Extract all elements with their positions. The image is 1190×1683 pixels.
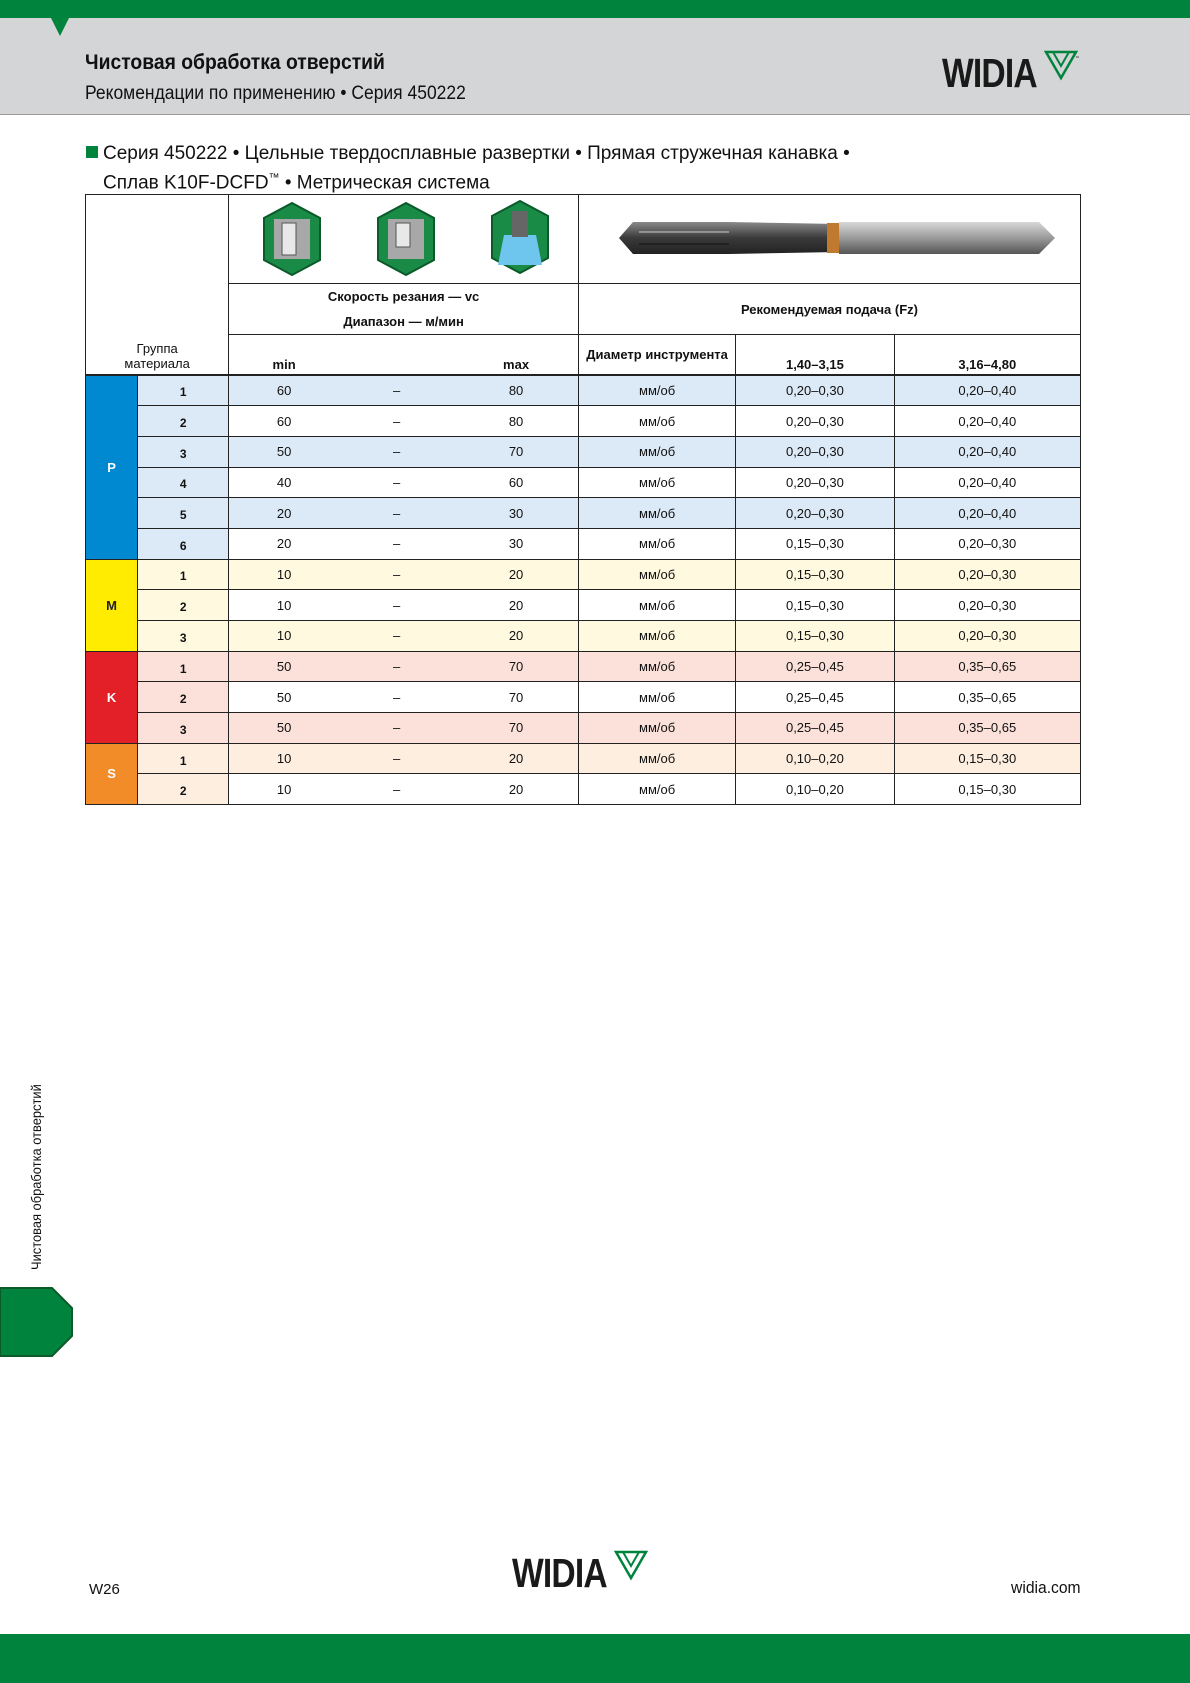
feed-range-2: 0,35–0,65 [894, 651, 1080, 682]
speed-header-1: Скорость резания — vc [327, 289, 480, 304]
feed-range-1: 0,15–0,30 [736, 559, 894, 590]
section-heading [86, 142, 850, 195]
feed-range-1: 0,20–0,30 [736, 467, 894, 498]
speed-max: 60 [454, 467, 578, 498]
speed-min: 50 [229, 713, 339, 744]
top-green-bar [0, 0, 1190, 18]
coolant-hole-icon [492, 201, 548, 273]
speed-dash: – [339, 375, 454, 406]
feed-range-1: 0,15–0,30 [736, 590, 894, 621]
subgroup-number: 3 [138, 713, 229, 744]
feed-range-1: 0,10–0,20 [736, 743, 894, 774]
speed-max: 70 [454, 713, 578, 744]
subgroup-number: 1 [138, 559, 229, 590]
feed-range-2: 0,15–0,30 [894, 774, 1080, 805]
speed-min: 20 [229, 498, 339, 529]
feed-range-2: 0,20–0,40 [894, 406, 1080, 437]
widia-logo-header [942, 50, 1092, 100]
subgroup-number: 2 [138, 774, 229, 805]
group-label-K: K [86, 651, 138, 743]
speed-dash: – [339, 682, 454, 713]
subgroup-number: 2 [138, 590, 229, 621]
site-url[interactable]: widia.com [1011, 1578, 1081, 1597]
feed-range-1: 0,15–0,30 [736, 528, 894, 559]
feed-unit: мм/об [578, 713, 735, 744]
through-hole-icon [264, 203, 320, 275]
subgroup-number: 1 [138, 375, 229, 406]
table-row [86, 743, 1081, 774]
speed-max: 20 [454, 559, 578, 590]
feed-unit: мм/об [578, 436, 735, 467]
speed-dash: – [339, 651, 454, 682]
speed-dash: – [339, 498, 454, 529]
speed-dash: – [339, 713, 454, 744]
feed-range-2: 0,20–0,30 [894, 528, 1080, 559]
spec-table [85, 194, 1081, 805]
group-label-P: P [86, 375, 138, 560]
speed-max: 20 [454, 590, 578, 621]
group-label-S: S [86, 743, 138, 804]
feed-unit: мм/об [578, 528, 735, 559]
min-label: min [229, 335, 339, 375]
page-subtitle: Рекомендации по применению • Серия 450222 [85, 83, 466, 104]
speed-dash: – [339, 436, 454, 467]
feed-unit: мм/об [578, 375, 735, 406]
reamer-tool-icon [599, 208, 1059, 268]
feed-range-2: 0,20–0,40 [894, 375, 1080, 406]
speed-max: 20 [454, 774, 578, 805]
feed-range-2: 0,20–0,40 [894, 467, 1080, 498]
feed-range-1: 0,25–0,45 [736, 682, 894, 713]
min-max-spacer [339, 335, 454, 375]
feed-range-2: 0,20–0,40 [894, 436, 1080, 467]
speed-min: 50 [229, 436, 339, 467]
footer-logo-text: WIDIA [512, 1550, 607, 1596]
section-line-1: Серия 450222 • Цельные твердосплавные развертки • Прямая стружечная канавка • [103, 143, 850, 164]
speed-max: 70 [454, 436, 578, 467]
group-label-M: M [86, 559, 138, 651]
svg-text:™: ™ [1075, 56, 1079, 62]
subgroup-number: 1 [138, 743, 229, 774]
feed-unit: мм/об [578, 743, 735, 774]
feed-range-1: 0,20–0,30 [736, 498, 894, 529]
speed-dash: – [339, 528, 454, 559]
speed-max: 30 [454, 528, 578, 559]
speed-max: 70 [454, 682, 578, 713]
table-row [86, 682, 1081, 713]
table-row [86, 713, 1081, 744]
reamer-image-cell [578, 195, 1080, 284]
section-alloy: Сплав K10F-DCFD [103, 172, 269, 194]
speed-min: 10 [229, 774, 339, 805]
speed-max: 20 [454, 743, 578, 774]
feed-range-2: 0,20–0,30 [894, 590, 1080, 621]
subgroup-number: 3 [138, 621, 229, 652]
vertical-section-label: Чистовая обработка отверстий [28, 1084, 44, 1270]
table-row [86, 528, 1081, 559]
diameter-label: Диаметр инструмента [578, 335, 735, 375]
range2-label: 3,16–4,80 [894, 335, 1080, 375]
speed-min: 50 [229, 682, 339, 713]
speed-min: 10 [229, 743, 339, 774]
group-header-cell [86, 195, 229, 375]
page-title: Чистовая обработка отверстий [85, 51, 385, 74]
speed-min: 60 [229, 375, 339, 406]
feed-range-2: 0,35–0,65 [894, 682, 1080, 713]
speed-header-2: Диапазон — м/мин [343, 314, 464, 329]
footer-logo-triangles-icon [614, 1550, 648, 1580]
table-row [86, 406, 1081, 437]
blind-hole-icon [378, 203, 434, 275]
speed-dash: – [339, 406, 454, 437]
side-tab [0, 1288, 72, 1356]
feed-unit: мм/об [578, 559, 735, 590]
icons-cell [229, 195, 579, 284]
speed-max: 80 [454, 375, 578, 406]
logo-text: WIDIA [942, 50, 1037, 96]
feed-header: Рекомендуемая подача (Fz) [578, 284, 1080, 335]
speed-max: 30 [454, 498, 578, 529]
feed-unit: мм/об [578, 621, 735, 652]
table-body [86, 375, 1081, 805]
speed-dash: – [339, 590, 454, 621]
subgroup-number: 5 [138, 498, 229, 529]
page-header [0, 18, 1190, 115]
speed-min: 40 [229, 467, 339, 498]
speed-max: 20 [454, 621, 578, 652]
range1-label: 1,40–3,15 [736, 335, 894, 375]
speed-min: 10 [229, 559, 339, 590]
table-row [86, 498, 1081, 529]
logo-triangles-icon [1044, 50, 1078, 80]
feed-range-1: 0,20–0,30 [736, 375, 894, 406]
subgroup-number: 1 [138, 651, 229, 682]
header-notch [42, 0, 78, 36]
speed-min: 10 [229, 590, 339, 621]
feed-range-1: 0,10–0,20 [736, 774, 894, 805]
feed-range-1: 0,15–0,30 [736, 621, 894, 652]
bottom-green-bar [0, 1634, 1190, 1683]
speed-dash: – [339, 743, 454, 774]
feed-unit: мм/об [578, 682, 735, 713]
table-row [86, 559, 1081, 590]
table-row [86, 621, 1081, 652]
speed-min: 50 [229, 651, 339, 682]
speed-dash: – [339, 621, 454, 652]
speed-dash: – [339, 774, 454, 805]
feed-unit: мм/об [578, 774, 735, 805]
feed-range-1: 0,20–0,30 [736, 436, 894, 467]
speed-min: 10 [229, 621, 339, 652]
table-row [86, 467, 1081, 498]
feed-range-2: 0,20–0,30 [894, 621, 1080, 652]
speed-min: 60 [229, 406, 339, 437]
speed-min: 20 [229, 528, 339, 559]
feed-range-2: 0,35–0,65 [894, 713, 1080, 744]
section-line-2-rest: • Метрическая система [279, 172, 490, 194]
widia-logo-footer [512, 1550, 662, 1600]
feed-range-2: 0,15–0,30 [894, 743, 1080, 774]
page-number: W26 [89, 1581, 120, 1598]
subgroup-number: 6 [138, 528, 229, 559]
table-row [86, 375, 1081, 406]
table-row [86, 436, 1081, 467]
speed-max: 70 [454, 651, 578, 682]
feed-unit: мм/об [578, 467, 735, 498]
speed-header-cell [229, 284, 579, 335]
feed-range-1: 0,25–0,45 [736, 651, 894, 682]
table-row [86, 651, 1081, 682]
feed-unit: мм/об [578, 498, 735, 529]
subgroup-number: 4 [138, 467, 229, 498]
feed-range-2: 0,20–0,30 [894, 559, 1080, 590]
feed-unit: мм/об [578, 590, 735, 621]
feed-range-1: 0,25–0,45 [736, 713, 894, 744]
group-header: Группа материала [124, 340, 190, 371]
green-square-icon [86, 146, 98, 158]
feed-range-2: 0,20–0,40 [894, 498, 1080, 529]
speed-dash: – [339, 559, 454, 590]
table-row [86, 774, 1081, 805]
feed-unit: мм/об [578, 406, 735, 437]
speed-max: 80 [454, 406, 578, 437]
subgroup-number: 2 [138, 406, 229, 437]
trademark: ™ [268, 172, 280, 184]
subgroup-number: 3 [138, 436, 229, 467]
speed-dash: – [339, 467, 454, 498]
feed-unit: мм/об [578, 651, 735, 682]
feed-range-1: 0,20–0,30 [736, 406, 894, 437]
max-label: max [454, 335, 578, 375]
subgroup-number: 2 [138, 682, 229, 713]
table-row [86, 590, 1081, 621]
